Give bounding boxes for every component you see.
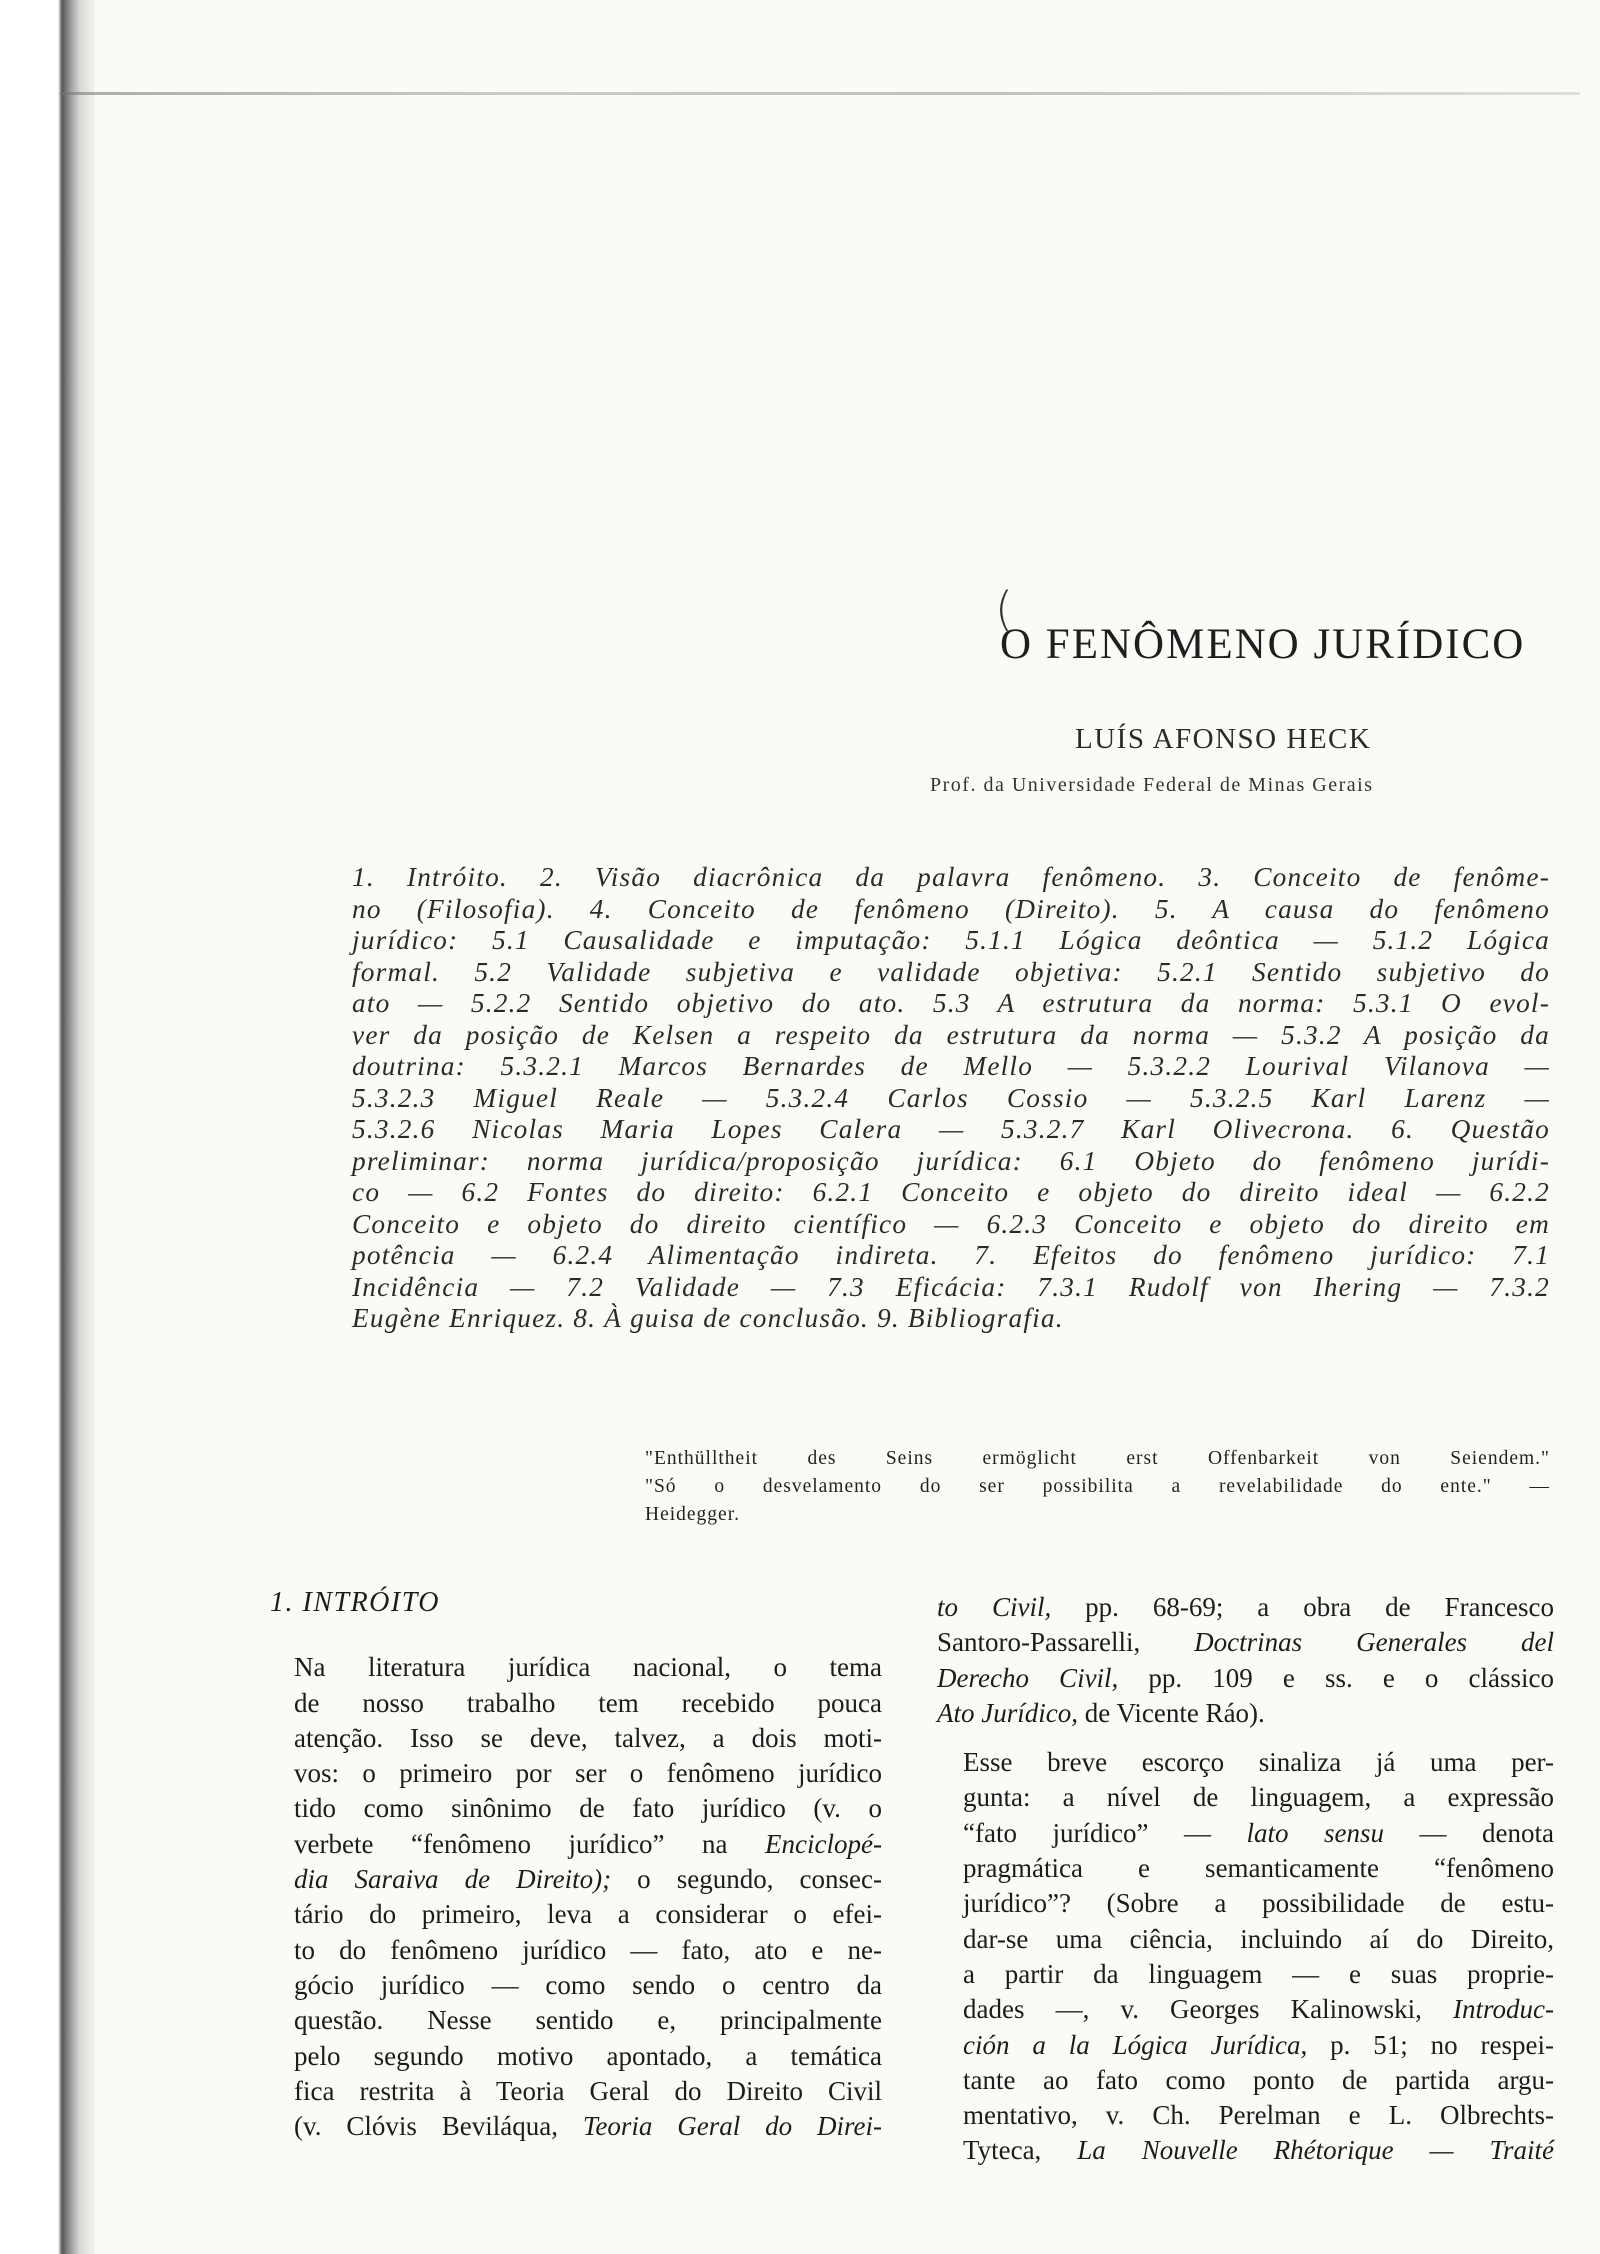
toc-line: co — 6.2 Fontes do direito: 6.2.1 Conceito e objeto do direito ideal — 6.2.2	[352, 1177, 1550, 1207]
text-line: dar-se uma ciência, incluindo aí do Direito,	[963, 1923, 1554, 1954]
text-line	[937, 1696, 1554, 1731]
text-line: Esse breve escorço sinaliza já uma per-	[963, 1747, 1554, 1778]
text-line	[268, 2109, 882, 2144]
latin-term: lato sensu	[1246, 1817, 1384, 1848]
text-line: gunta: a nível de linguagem, a expressão	[963, 1782, 1554, 1813]
citation-title: to Civil,	[937, 1592, 1052, 1622]
citation-title: Introduc-	[1453, 1994, 1554, 2025]
toc-line: Incidência — 7.2 Validade — 7.3 Eficácia: 7.3.1 Rudolf von Ihering — 7.3.2	[352, 1271, 1550, 1302]
toc-line: 1. Intróito. 2. Visão diacrônica da palavra fenômeno. 3. Conceito de fenôme-	[352, 862, 1550, 892]
text-line: tante ao fato como ponto de partida argu-	[963, 2064, 1554, 2095]
citation-title: ción a la Lógica Jurídica,	[963, 2029, 1308, 2060]
text-line: gócio jurídico — como sendo o centro da	[294, 1969, 882, 2000]
text-line: jurídico”? (Sobre a possibilidade de estu-	[963, 1888, 1554, 1919]
toc-line: preliminar: norma jurídica/proposição jurídica: 6.1 Objeto do fenômeno jurídi-	[352, 1145, 1550, 1176]
text-run: dades —, v. Georges Kalinowski,	[963, 1994, 1454, 2025]
text-line	[937, 1590, 1554, 1625]
right-column	[937, 1590, 1554, 2169]
toc-line: jurídico: 5.1 Causalidade e imputação: 5.1.1 Lógica deôntica — 5.1.2 Lógica	[352, 925, 1550, 955]
text-line: a partir da linguagem — e suas proprie-	[963, 1958, 1554, 1989]
section-heading: 1. INTRÓITO	[270, 1587, 441, 1618]
text-run: o segundo, consec-	[611, 1864, 882, 1895]
scan-margin-shadow	[0, 0, 95, 2254]
text-line	[268, 1862, 882, 1897]
body-paragraph	[937, 1590, 1554, 1731]
author-affiliation: Prof. da Universidade Federal de Minas Gerais	[930, 774, 1374, 796]
toc-line: Conceito e objeto do direito científico — 6.2.3 Conceito e objeto do direito em	[352, 1208, 1550, 1239]
text-line	[937, 1816, 1554, 1851]
text-line: tido como sinônimo de fato jurídico (v. o	[294, 1793, 882, 1824]
text-line: vos: o primeiro por ser o fenômeno jurídico	[294, 1758, 882, 1789]
toc-line: doutrina: 5.3.2.1 Marcos Bernardes de Mello — 5.3.2.2 Lourival Vilanova —	[352, 1051, 1550, 1081]
citation-title: Ato Jurídico,	[937, 1697, 1078, 1728]
text-line: de nosso trabalho tem recebido pouca	[294, 1687, 882, 1718]
toc-line: 5.3.2.3 Miguel Reale — 5.3.2.4 Carlos Cossio — 5.3.2.5 Karl Larenz —	[352, 1082, 1550, 1113]
epigraph-attribution: Heidegger.	[645, 1504, 741, 1525]
left-column	[268, 1585, 882, 2144]
text-run: pp. 109 e ss. e o clássico	[1118, 1662, 1555, 1693]
toc-line: ato — 5.2.2 Sentido objetivo do ato. 5.3 A estrutura da norma: 5.3.1 O evol-	[352, 988, 1550, 1018]
scan-top-rule	[60, 92, 1580, 95]
text-line: questão. Nesse sentido e, principalmente	[294, 2005, 882, 2036]
text-run: Santoro-Passarelli,	[937, 1627, 1195, 1658]
text-line: atenção. Isso se deve, talvez, a dois moti-	[294, 1722, 882, 1753]
toc-line: Eugène Enriquez. 8. À guisa de conclusão. 9. Bibliografia.	[352, 1303, 1064, 1333]
citation-title: Teoria Geral do Direi-	[582, 2111, 882, 2142]
handwritten-mark: (	[995, 582, 1013, 636]
article-title: O FENÔMENO JURÍDICO	[1000, 621, 1526, 668]
text-line: tário do primeiro, leva a considerar o efei-	[294, 1899, 882, 1930]
text-line: mentativo, v. Ch. Perelman e L. Olbrechts-	[963, 2100, 1554, 2131]
text-line	[937, 2028, 1554, 2063]
text-line: pelo segundo motivo apontado, a temática	[294, 2040, 882, 2071]
toc-line: 5.3.2.6 Nicolas Maria Lopes Calera — 5.3.2.7 Karl Olivecrona. 6. Questão	[352, 1114, 1550, 1144]
text-run: “fato jurídico” —	[963, 1817, 1247, 1848]
table-of-contents	[352, 862, 1550, 1335]
text-line	[268, 1827, 882, 1862]
text-line: fica restrita à Teoria Geral do Direito Civil	[294, 2075, 882, 2106]
toc-line: no (Filosofia). 4. Conceito de fenômeno (Direito). 5. A causa do fenômeno	[352, 893, 1550, 924]
citation-title: Derecho Civil,	[937, 1662, 1119, 1693]
text-run: pp. 68-69; a obra de Francesco	[1051, 1592, 1555, 1622]
text-run: p. 51; no respei-	[1307, 2029, 1554, 2060]
text-line	[937, 1992, 1554, 2027]
citation-title: La Nouvelle Rhétorique — Traité	[1077, 2135, 1555, 2166]
toc-line: potência — 6.2.4 Alimentação indireta. 7. Efeitos do fenômeno jurídico: 7.1	[352, 1240, 1550, 1270]
epigraph-german: "Enthülltheit des Seins ermöglicht erst Offenbarkeit von Seiendem."	[645, 1448, 1550, 1469]
body-paragraph	[937, 1745, 1554, 2169]
text-run: — denota	[1383, 1817, 1554, 1848]
toc-line: ver da posição de Kelsen a respeito da estrutura da norma — 5.3.2 A posição da	[352, 1019, 1550, 1050]
text-line	[937, 1625, 1554, 1660]
epigraph-portuguese: "Só o desvelamento do ser possibilita a revelabilidade do ente." —	[645, 1476, 1550, 1497]
toc-line: formal. 5.2 Validade subjetiva e validade objetiva: 5.2.1 Sentido subjetivo do	[352, 956, 1550, 987]
text-run: (v. Clóvis Beviláqua,	[294, 2111, 583, 2142]
text-run: de Vicente Ráo).	[1077, 1697, 1265, 1728]
text-line: Na literatura jurídica nacional, o tema	[294, 1652, 882, 1683]
body-paragraph	[268, 1650, 882, 2144]
text-line	[937, 1661, 1554, 1696]
citation-title: Doctrinas Generales del	[1194, 1627, 1554, 1658]
text-line: to do fenômeno jurídico — fato, ato e ne-	[294, 1934, 882, 1965]
author-name: LUÍS AFONSO HECK	[1075, 723, 1372, 755]
text-run: verbete “fenômeno jurídico” na	[294, 1828, 766, 1859]
text-line	[937, 2133, 1554, 2168]
citation-title: dia Saraiva de Direito);	[294, 1864, 612, 1895]
epigraph	[645, 1445, 1550, 1529]
text-run: Tyteca,	[963, 2135, 1078, 2166]
citation-title: Enciclopé-	[765, 1828, 882, 1859]
text-line: pragmática e semanticamente “fenômeno	[963, 1853, 1554, 1884]
